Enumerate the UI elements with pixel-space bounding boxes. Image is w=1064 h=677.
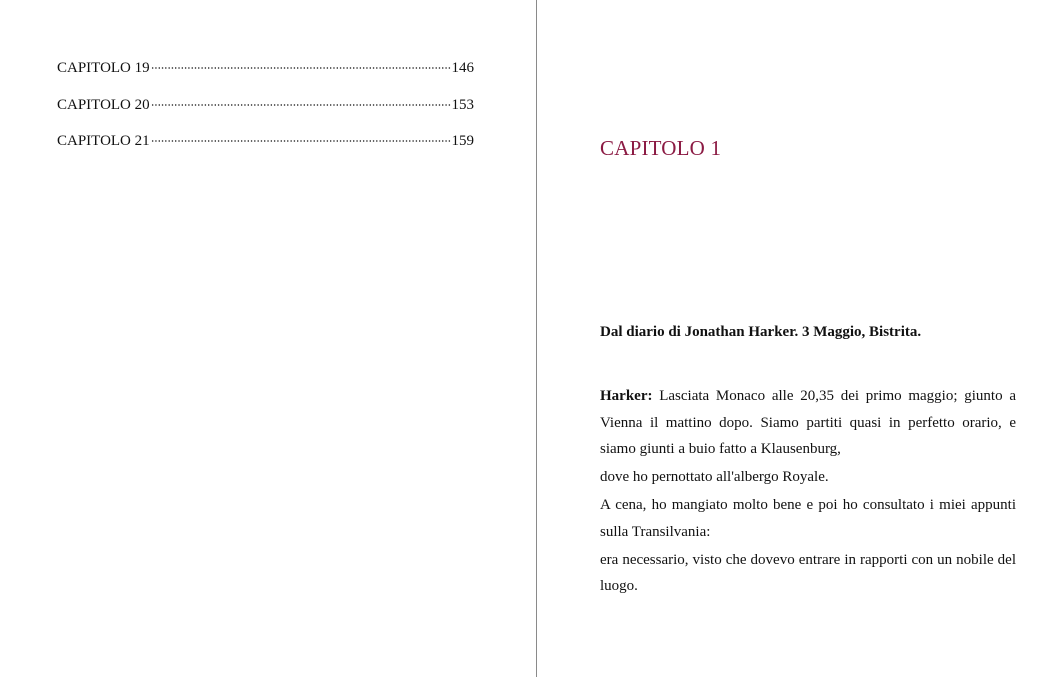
toc-entry[interactable] (57, 95, 474, 132)
table-of-contents (57, 58, 474, 168)
toc-entry-label: CAPITOLO 20 (57, 96, 150, 113)
paragraph-text: Lasciata Monaco alle 20,35 dei primo maggio; giunto a Vienna il mattino dopo. Siamo partiti quasi in perfetto orario, e siamo giunti a buio fatto a Klausenburg, (600, 388, 1016, 457)
toc-entry-page-number: 146 (451, 60, 474, 76)
toc-entry-page-number: 159 (451, 133, 474, 149)
body-paragraph (600, 492, 1016, 545)
toc-entry[interactable] (57, 58, 474, 95)
chapter-body (600, 383, 1016, 601)
toc-dot-leader (151, 104, 451, 106)
toc-entry-label: CAPITOLO 19 (57, 60, 150, 76)
page-gutter-divider (536, 0, 537, 677)
body-paragraph (600, 547, 1016, 600)
speaker-name: Harker: (600, 388, 653, 404)
paragraph-text: era necessario, visto che dovevo entrare in rapporti con un nobile del luogo. (600, 551, 1016, 594)
section-heading: Dal diario di Jonathan Harker. 3 Maggio, Bistrita. (600, 324, 922, 340)
body-paragraph (600, 383, 1016, 463)
toc-entry-label: CAPITOLO 21 (57, 133, 150, 149)
chapter-title: CAPITOLO 1 (600, 136, 722, 160)
toc-entry-page-number: 153 (451, 96, 474, 113)
toc-dot-leader (151, 140, 451, 142)
right-page (538, 0, 1064, 677)
paragraph-text: dove ho pernottato all'albergo Royale. (600, 469, 829, 485)
toc-dot-leader (151, 67, 451, 69)
body-paragraph (600, 464, 1016, 491)
toc-entry[interactable] (57, 131, 474, 168)
paragraph-text: A cena, ho mangiato molto bene e poi ho consultato i miei appunti sulla Transilvania: (600, 497, 1016, 540)
